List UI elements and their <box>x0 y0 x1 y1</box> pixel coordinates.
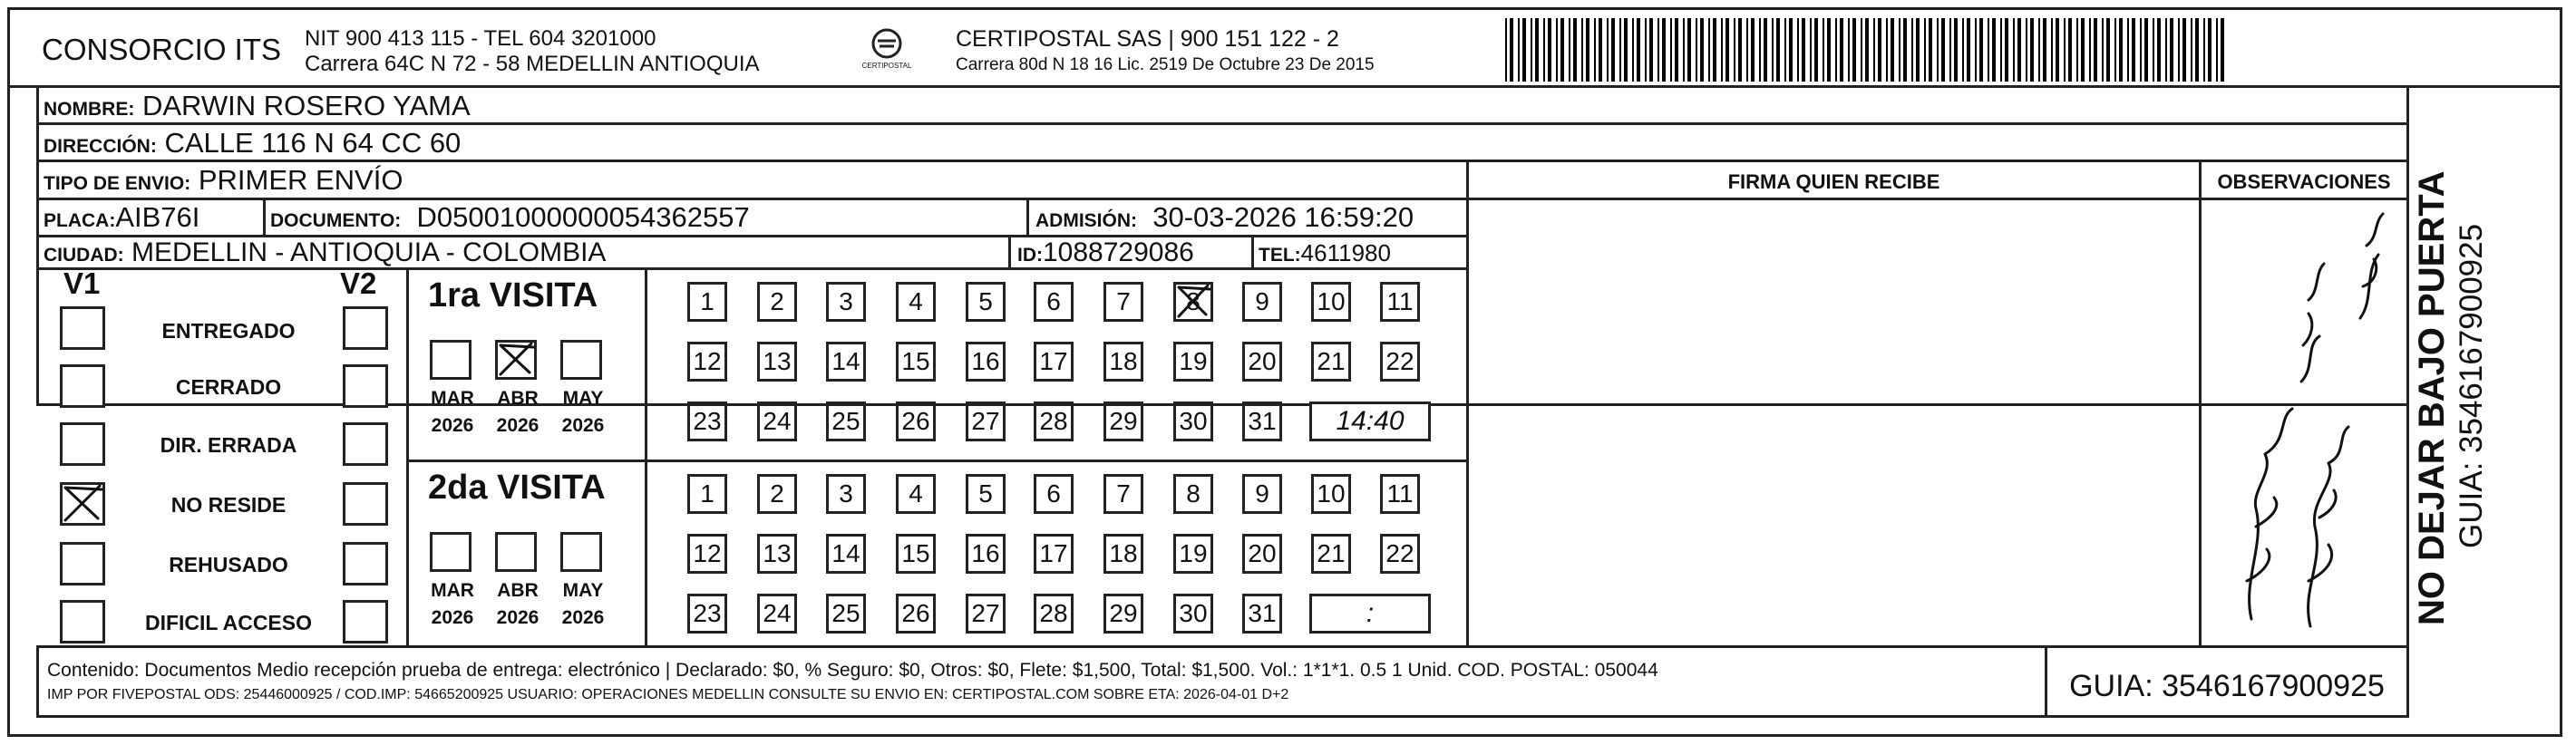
month-checkbox[interactable] <box>430 532 471 572</box>
day-number: 20 <box>1248 539 1277 567</box>
day-box[interactable] <box>1034 534 1074 574</box>
v1-checkbox[interactable] <box>60 600 105 643</box>
day-number: 13 <box>763 539 792 567</box>
day-box[interactable] <box>1380 474 1420 514</box>
divider <box>36 198 1469 200</box>
day-box[interactable] <box>1311 342 1351 382</box>
status-label: REHUSADO <box>169 553 288 576</box>
v2-checkbox[interactable] <box>343 422 388 466</box>
checkmark-icon <box>495 340 537 380</box>
day-number: 24 <box>763 599 792 627</box>
month-checkbox[interactable] <box>430 340 471 380</box>
visit-title: 2da VISITA <box>428 469 606 507</box>
day-number: 2 <box>770 287 784 315</box>
day-box[interactable] <box>826 474 866 514</box>
day-box[interactable] <box>1034 474 1074 514</box>
imp-line: IMP POR FIVEPOSTAL ODS: 25446000925 / COD.IMP: 54665200925 USUARIO: OPERACIONES MEDELLIN CONSULTE SU ENVIO EN: CERTIPOSTAL.COM SOBRE ETA: 2026-04-01 D+2 <box>47 687 1289 702</box>
day-box[interactable] <box>1242 474 1282 514</box>
day-number: 10 <box>1317 479 1346 508</box>
day-number: 26 <box>901 407 930 435</box>
v2-label: V2 <box>340 266 377 300</box>
month-name: MAR <box>431 388 474 409</box>
day-number: 19 <box>1179 347 1208 375</box>
month-label <box>490 385 546 440</box>
day-box[interactable] <box>757 534 797 574</box>
day-box[interactable] <box>1380 534 1420 574</box>
month-name: MAY <box>562 388 604 409</box>
address-row <box>44 127 461 160</box>
firma-label: FIRMA QUIEN RECIBE <box>1727 170 1940 193</box>
id-row <box>1017 237 1194 268</box>
checkmark-icon <box>60 482 105 526</box>
side-guia: GUIA: 3546167900925 <box>2454 223 2489 548</box>
checkmark-icon <box>1173 282 1213 322</box>
day-number: 5 <box>978 479 993 508</box>
v2-checkbox[interactable] <box>343 542 388 585</box>
day-number: 5 <box>978 287 993 315</box>
day-number: 9 <box>1255 287 1269 315</box>
divider <box>36 160 2409 162</box>
time-field[interactable] <box>1309 594 1431 634</box>
address-label: DIRECCIÓN: <box>44 136 157 157</box>
month-label <box>424 577 481 632</box>
day-number: 1 <box>700 479 714 508</box>
day-number: 7 <box>1116 479 1131 508</box>
day-box[interactable] <box>1103 342 1143 382</box>
day-number: 11 <box>1386 287 1414 315</box>
month-label <box>555 577 611 632</box>
day-box[interactable] <box>966 534 1006 574</box>
name-row <box>44 90 471 122</box>
month-name: ABR <box>497 580 539 601</box>
content-line: Contenido: Documentos Medio recepción prueba de entrega: electrónico | Declarado: $0, % Seguro: $0, Otros: $0, Flete: $1,500, Total: $1,500. Vol.: 1*1*1. 0.5 1 Unid. COD. POSTAL: 050044 <box>47 660 1658 681</box>
certipostal-line1: CERTIPOSTAL SAS | 900 151 122 - 2 <box>956 26 1339 52</box>
month-year: 2026 <box>431 415 474 436</box>
id-value: 1088729086 <box>1043 237 1194 267</box>
day-box[interactable] <box>826 282 866 322</box>
v2-checkbox[interactable] <box>343 364 388 408</box>
day-box[interactable] <box>1034 342 1074 382</box>
side-warning: NO DEJAR BAJO PUERTA <box>2412 170 2452 625</box>
day-box[interactable] <box>896 594 936 634</box>
day-number: 23 <box>693 407 722 435</box>
day-number: 25 <box>831 407 860 435</box>
day-box[interactable] <box>1103 474 1143 514</box>
day-number: 30 <box>1179 407 1208 435</box>
day-box[interactable] <box>896 342 936 382</box>
day-number: 6 <box>1046 479 1061 508</box>
v2-checkbox[interactable] <box>343 482 388 526</box>
plate-label: PLACA: <box>44 210 116 231</box>
day-box[interactable] <box>1034 282 1074 322</box>
day-box[interactable] <box>1380 342 1420 382</box>
day-box[interactable] <box>1173 402 1213 441</box>
month-name: ABR <box>497 388 539 409</box>
visit-title: 1ra VISITA <box>428 276 598 314</box>
day-box[interactable] <box>757 402 797 441</box>
month-year: 2026 <box>496 415 540 436</box>
v1-checkbox[interactable] <box>60 482 105 526</box>
month-label <box>424 385 481 440</box>
day-number: 12 <box>693 539 722 567</box>
divider <box>263 198 266 235</box>
day-number: 7 <box>1116 287 1131 315</box>
day-box[interactable] <box>757 342 797 382</box>
day-number: 3 <box>839 287 853 315</box>
day-box[interactable] <box>1311 474 1351 514</box>
day-number: 1 <box>700 287 714 315</box>
day-number: 28 <box>1039 407 1068 435</box>
day-number: 21 <box>1317 347 1346 375</box>
day-number: 6 <box>1046 287 1061 315</box>
logo-caption: CERTIPOSTAL <box>861 62 912 70</box>
day-box[interactable] <box>687 594 727 634</box>
day-number: 29 <box>1109 599 1138 627</box>
v1-checkbox[interactable] <box>60 364 105 408</box>
time-field[interactable] <box>1309 402 1431 441</box>
day-number: 17 <box>1039 539 1068 567</box>
city-row <box>44 237 606 268</box>
status-label: NO RESIDE <box>170 493 287 517</box>
day-number: 15 <box>901 539 930 567</box>
footer-guia: GUIA: 3546167900925 <box>2069 669 2385 703</box>
month-checkbox[interactable] <box>560 340 602 380</box>
day-number: 31 <box>1248 407 1277 435</box>
type-value: PRIMER ENVÍO <box>198 164 403 196</box>
day-number: 23 <box>693 599 722 627</box>
company-nit: NIT 900 413 115 - TEL 604 3201000 <box>305 26 656 51</box>
day-box[interactable] <box>966 594 1006 634</box>
day-box[interactable] <box>1034 402 1074 441</box>
day-box[interactable] <box>1242 534 1282 574</box>
month-label <box>555 385 611 440</box>
day-box[interactable] <box>757 594 797 634</box>
day-box[interactable] <box>826 402 866 441</box>
day-number: 20 <box>1248 347 1277 375</box>
tel-label: TEL: <box>1259 245 1301 266</box>
city-label: CIUDAD: <box>44 245 124 266</box>
day-box[interactable] <box>896 402 936 441</box>
divider <box>1026 198 1029 235</box>
day-box[interactable] <box>1173 534 1213 574</box>
day-number: 17 <box>1039 347 1068 375</box>
day-box[interactable] <box>1103 594 1143 634</box>
day-number: 13 <box>763 347 792 375</box>
day-number: 30 <box>1179 599 1208 627</box>
tel-row <box>1259 237 1391 268</box>
day-box[interactable] <box>1103 282 1143 322</box>
day-number: 16 <box>971 347 1000 375</box>
time-value: 14:40 <box>1336 406 1405 436</box>
day-number: 22 <box>1385 539 1414 567</box>
day-box[interactable] <box>1311 534 1351 574</box>
day-box[interactable] <box>896 282 936 322</box>
day-box[interactable] <box>687 402 727 441</box>
day-box[interactable] <box>826 594 866 634</box>
doc-row <box>270 201 750 234</box>
day-box[interactable] <box>1034 594 1074 634</box>
day-box[interactable] <box>826 534 866 574</box>
day-number: 3 <box>839 479 853 508</box>
day-box[interactable] <box>1173 342 1213 382</box>
day-number: 14 <box>831 347 860 375</box>
day-number: 10 <box>1317 287 1346 315</box>
divider <box>406 460 1469 462</box>
divider <box>36 122 2409 125</box>
day-box[interactable] <box>966 282 1006 322</box>
day-box[interactable] <box>1173 474 1213 514</box>
v2-checkbox[interactable] <box>343 306 388 350</box>
day-number: 8 <box>1186 479 1201 508</box>
doc-value: D05001000000054362557 <box>416 201 750 233</box>
day-box[interactable] <box>1380 282 1420 322</box>
day-number: 18 <box>1109 539 1138 567</box>
day-box[interactable] <box>1173 594 1213 634</box>
handwritten-notes-icon <box>2202 200 2406 645</box>
observaciones-label: OBSERVACIONES <box>2217 170 2391 193</box>
month-checkbox[interactable] <box>560 532 602 572</box>
day-box[interactable] <box>1311 282 1351 322</box>
plate-value: AIB76I <box>115 201 200 233</box>
admission-label: ADMISIÓN: <box>1035 210 1137 231</box>
day-box[interactable] <box>826 342 866 382</box>
signature-field[interactable] <box>1469 200 2199 645</box>
day-number: 22 <box>1385 347 1414 375</box>
day-number: 18 <box>1109 347 1138 375</box>
day-box[interactable] <box>966 402 1006 441</box>
day-number: 26 <box>901 599 930 627</box>
v1-checkbox[interactable] <box>60 422 105 466</box>
month-year: 2026 <box>561 607 605 628</box>
day-number: 8 <box>1186 287 1201 315</box>
observations-handwriting[interactable] <box>2202 200 2406 645</box>
day-number: 24 <box>763 407 792 435</box>
day-number: 29 <box>1109 407 1138 435</box>
day-number: 21 <box>1317 539 1346 567</box>
day-box[interactable] <box>896 534 936 574</box>
day-number: 11 <box>1386 479 1414 508</box>
day-box[interactable] <box>687 342 727 382</box>
month-checkbox[interactable] <box>495 532 537 572</box>
tel-value: 4611980 <box>1300 239 1391 266</box>
divider <box>1251 235 1254 267</box>
day-box[interactable] <box>1242 282 1282 322</box>
v1-checkbox[interactable] <box>60 306 105 350</box>
divider <box>645 267 647 645</box>
divider <box>406 267 409 645</box>
day-number: 28 <box>1039 599 1068 627</box>
type-label: TIPO DE ENVIO: <box>44 173 191 194</box>
plate-row <box>44 201 199 234</box>
type-row <box>44 164 403 197</box>
day-box[interactable] <box>966 474 1006 514</box>
admission-value: 30-03-2026 16:59:20 <box>1152 201 1414 233</box>
name-label: NOMBRE: <box>44 99 135 120</box>
day-number: 19 <box>1179 539 1208 567</box>
day-box[interactable] <box>687 474 727 514</box>
month-year: 2026 <box>431 607 474 628</box>
day-number: 14 <box>831 539 860 567</box>
day-number: 15 <box>901 347 930 375</box>
day-number: 4 <box>909 287 923 315</box>
day-number: 31 <box>1248 599 1277 627</box>
day-box[interactable] <box>1242 342 1282 382</box>
status-label: ENTREGADO <box>161 319 296 343</box>
month-year: 2026 <box>496 607 540 628</box>
day-box[interactable] <box>1242 594 1282 634</box>
month-year: 2026 <box>561 415 605 436</box>
day-box[interactable] <box>1242 402 1282 441</box>
day-number: 27 <box>971 407 1000 435</box>
id-label: ID: <box>1017 245 1043 266</box>
day-box[interactable] <box>896 474 936 514</box>
v1-checkbox[interactable] <box>60 542 105 585</box>
day-number: 9 <box>1255 479 1269 508</box>
city-value: MEDELLIN - ANTIOQUIA - COLOMBIA <box>131 237 607 267</box>
divider <box>1008 235 1011 267</box>
day-box[interactable] <box>1103 534 1143 574</box>
day-box[interactable] <box>757 474 797 514</box>
day-number: 2 <box>770 479 784 508</box>
certipostal-line2: Carrera 80d N 18 16 Lic. 2519 De Octubre 23 De 2015 <box>956 55 1375 74</box>
company-address: Carrera 64C N 72 - 58 MEDELLIN ANTIOQUIA <box>305 52 760 76</box>
divider <box>2406 85 2409 645</box>
doc-label: DOCUMENTO: <box>270 210 402 231</box>
status-label: CERRADO <box>175 375 282 399</box>
month-name: MAR <box>431 580 474 601</box>
month-label <box>490 577 546 632</box>
day-box[interactable] <box>687 534 727 574</box>
status-label: DIR. ERRADA <box>160 433 297 457</box>
day-number: 16 <box>971 539 1000 567</box>
admission-row <box>1035 201 1414 234</box>
month-name: MAY <box>562 580 604 601</box>
day-number: 4 <box>909 479 923 508</box>
status-label: DIFICIL ACCESO <box>144 611 312 634</box>
day-box[interactable] <box>687 282 727 322</box>
v2-checkbox[interactable] <box>343 600 388 643</box>
company-name: CONSORCIO ITS <box>42 33 282 66</box>
address-value: CALLE 116 N 64 CC 60 <box>164 127 462 159</box>
day-box[interactable] <box>757 282 797 322</box>
name-value: DARWIN ROSERO YAMA <box>141 90 471 121</box>
day-number: 25 <box>831 599 860 627</box>
time-value: : <box>1366 598 1375 628</box>
day-box[interactable] <box>1103 402 1143 441</box>
day-number: 12 <box>693 347 722 375</box>
month-checkbox[interactable] <box>495 340 537 380</box>
day-box[interactable] <box>1173 282 1213 322</box>
v1-label: V1 <box>63 266 101 300</box>
day-number: 27 <box>971 599 1000 627</box>
day-box[interactable] <box>966 342 1006 382</box>
